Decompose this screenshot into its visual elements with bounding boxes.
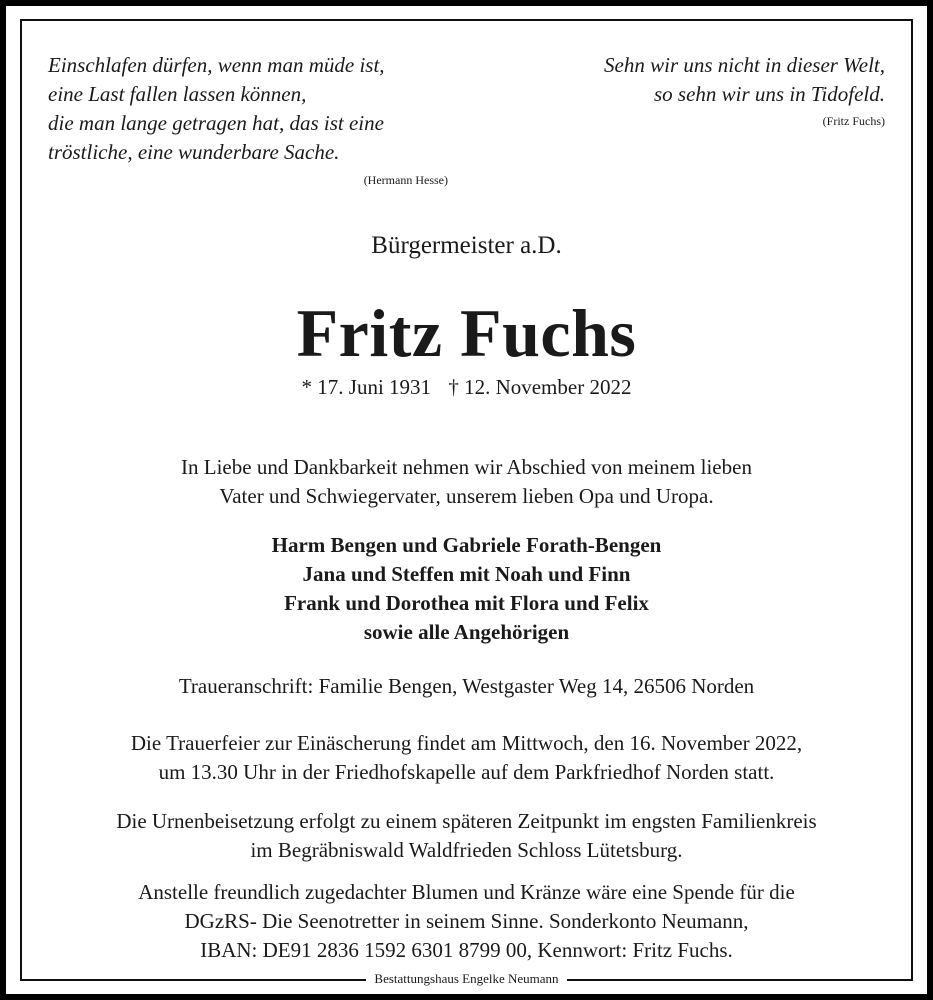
ceremony-line: um 13.30 Uhr in der Friedhofskapelle auf dem Parkfriedhof Norden statt. <box>158 760 775 784</box>
burial-line: im Begräbniswald Waldfrieden Schloss Lütetsburg. <box>250 838 683 862</box>
notice-inner-frame <box>20 19 913 986</box>
life-dates <box>22 373 911 401</box>
ceremony-info <box>22 729 911 787</box>
ceremony-line: Die Trauerfeier zur Einäscherung findet am Mittwoch, den 16. November 2022, <box>130 731 803 755</box>
farewell-line: In Liebe und Dankbarkeit nehmen wir Abschied von meinem lieben <box>181 455 752 479</box>
farewell-line: Vater und Schwiegervater, unserem lieben Opa und Uropa. <box>219 484 714 508</box>
quote-left <box>48 51 448 188</box>
deceased-title: Bürgermeister a.D. <box>371 232 562 259</box>
death-date: † 12. November 2022 <box>448 375 632 399</box>
funeral-home-footer <box>22 970 911 988</box>
funeral-home-name: Bestattungshaus Engelke Neumann <box>366 971 566 987</box>
farewell-text <box>22 453 911 511</box>
quote-right-line: Sehn wir uns nicht in dieser Welt, <box>604 53 885 77</box>
donation-line: Anstelle freundlich zugedachter Blumen und Kränze wäre eine Spende für die <box>138 880 795 904</box>
quote-left-line: eine Last fallen lassen können, <box>48 82 307 106</box>
burial-info <box>22 807 911 865</box>
quote-left-author: (Hermann Hesse) <box>363 173 448 187</box>
notice-outer-frame <box>6 6 927 994</box>
mourner-line: sowie alle Angehörigen <box>363 620 570 644</box>
deceased-name: Fritz Fuchs <box>296 295 637 371</box>
quote-right-author: (Fritz Fuchs) <box>822 114 885 128</box>
mourner-line: Frank und Dorothea mit Flora und Felix <box>284 591 649 615</box>
quote-right <box>485 51 885 129</box>
mourning-address: Traueranschrift: Familie Bengen, Westgaster Weg 14, 26506 Norden <box>178 674 755 698</box>
donation-line: DGzRS- Die Seenotretter in seinem Sinne. Sonderkonto Neumann, <box>184 909 749 933</box>
mourner-line: Jana und Steffen mit Noah und Finn <box>302 562 631 586</box>
burial-line: Die Urnenbeisetzung erfolgt zu einem späteren Zeitpunkt im engsten Familienkreis <box>116 809 817 833</box>
donation-info <box>22 878 911 965</box>
quote-left-line: Einschlafen dürfen, wenn man müde ist, <box>48 53 385 77</box>
mourner-line: Harm Bengen und Gabriele Forath-Bengen <box>271 533 662 557</box>
donation-line: IBAN: DE91 2836 1592 6301 8799 00, Kennwort: Fritz Fuchs. <box>200 938 733 962</box>
quote-right-line: so sehn wir uns in Tidofeld. <box>653 82 885 106</box>
quote-left-line: tröstliche, eine wunderbare Sache. <box>48 140 340 164</box>
mourners-list <box>22 531 911 647</box>
quote-left-line: die man lange getragen hat, das ist eine <box>48 111 384 135</box>
birth-date: * 17. Juni 1931 <box>301 375 432 399</box>
